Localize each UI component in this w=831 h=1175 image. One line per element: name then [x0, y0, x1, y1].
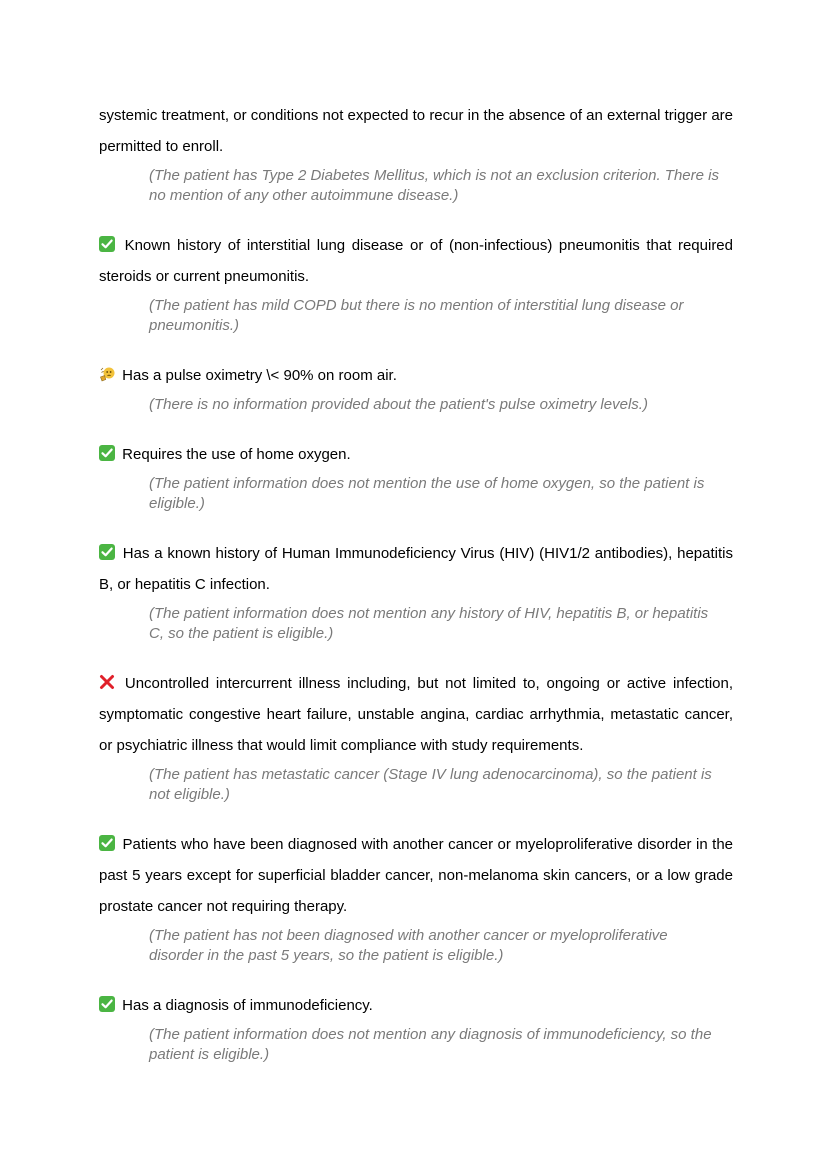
criterion-text: Has a known history of Human Immunodeficiency Virus (HIV) (HIV1/2 antibodies), hepatitis B, or hepatitis C infection.	[99, 545, 733, 593]
criterion-block	[99, 439, 733, 514]
criterion-note: (The patient has metastatic cancer (Stage IV lung adenocarcinoma), so the patient is not eligible.)	[149, 766, 712, 803]
criterion-text: Known history of interstitial lung disease or of (non-infectious) pneumonitis that required steroids or current pneumonitis.	[99, 237, 733, 285]
criterion-note: (The patient information does not mention any diagnosis of immunodeficiency, so the patient is eligible.)	[149, 1026, 712, 1063]
criterion-block	[99, 829, 733, 966]
check-mark-icon	[99, 236, 115, 252]
eligibility-document	[99, 100, 733, 1065]
criterion-text: Has a diagnosis of immunodeficiency.	[122, 997, 373, 1014]
criterion-text: Has a pulse oximetry \< 90% on room air.	[122, 367, 397, 384]
criterion-block	[99, 230, 733, 336]
check-mark-icon	[99, 445, 115, 461]
thinking-icon	[99, 366, 115, 382]
criterion-note: (The patient has mild COPD but there is no mention of interstitial lung disease or pneumonitis.)	[149, 297, 684, 334]
criterion-note: (The patient has Type 2 Diabetes Mellitus, which is not an exclusion criterion. There is no mention of any other autoimmune disease.)	[149, 167, 719, 204]
criterion-note: (There is no information provided about the patient's pulse oximetry levels.)	[149, 396, 648, 413]
criterion-note: (The patient information does not mention any history of HIV, hepatitis B, or hepatitis C, so the patient is eligible.)	[149, 605, 709, 642]
criterion-note: (The patient has not been diagnosed with another cancer or myeloproliferative disorder in the past 5 years, so the patient is eligible.)	[149, 927, 668, 964]
criterion-text: Patients who have been diagnosed with another cancer or myeloproliferative disorder in the past 5 years except for superficial bladder cancer, non-melanoma skin cancers, or a low grade prostate cancer not requiring therapy.	[99, 836, 733, 915]
criterion-block	[99, 538, 733, 644]
criterion-note: (The patient information does not mention the use of home oxygen, so the patient is eligible.)	[149, 475, 705, 512]
cross-mark-icon	[99, 674, 115, 690]
criterion-block	[99, 990, 733, 1065]
check-mark-icon	[99, 996, 115, 1012]
criterion-text: Uncontrolled intercurrent illness including, but not limited to, ongoing or active infection, symptomatic congestive heart failure, unstable angina, cardiac arrhythmia, metastatic cancer, or psychiatric illness that would limit compliance with study requirements.	[99, 675, 734, 754]
check-mark-icon	[99, 835, 115, 851]
criterion-text: systemic treatment, or conditions not expected to recur in the absence of an external trigger are permitted to enroll.	[99, 107, 733, 155]
criterion-block	[99, 360, 733, 415]
criterion-block	[99, 668, 733, 805]
criterion-text: Requires the use of home oxygen.	[122, 446, 351, 463]
check-mark-icon	[99, 544, 115, 560]
criterion-block	[99, 100, 733, 206]
